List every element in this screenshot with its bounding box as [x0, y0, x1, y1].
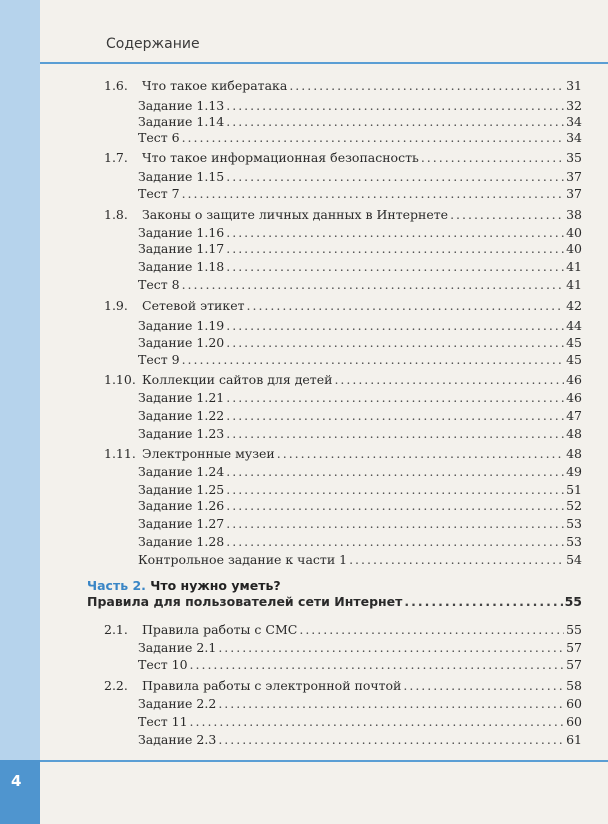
entry-title: Задание 1.26: [138, 498, 225, 513]
page-ref: 49: [566, 464, 582, 479]
toc-item-row[interactable]: [138, 732, 582, 748]
page-ref: 46: [566, 372, 582, 387]
leader-dots: [182, 277, 565, 292]
page-ref: 40: [566, 225, 582, 240]
leader-dots: [218, 640, 564, 655]
toc-item-row[interactable]: [138, 169, 582, 185]
page-ref: 48: [566, 446, 582, 461]
toc-section-row[interactable]: [104, 372, 582, 388]
toc-item-row[interactable]: [138, 714, 582, 730]
leader-dots: [182, 352, 565, 367]
toc-item-row[interactable]: [138, 114, 582, 130]
leader-dots: [226, 335, 564, 350]
page-ref: 53: [566, 516, 582, 531]
page-ref: 54: [566, 552, 582, 567]
toc-item-row[interactable]: [138, 318, 582, 334]
entry-title: Задание 1.28: [138, 534, 225, 549]
entry-title: Задание 1.15: [138, 169, 225, 184]
entry-title: Тест 10: [138, 657, 188, 672]
toc-item-row[interactable]: [138, 408, 582, 424]
entry-title: Задание 1.25: [138, 482, 225, 497]
section-number: 1.8.: [104, 207, 128, 222]
entry-title: Задание 1.22: [138, 408, 225, 423]
page-ref: 46: [566, 390, 582, 405]
footer-divider: [40, 760, 608, 762]
page-ref: 45: [566, 335, 582, 350]
header-divider: [40, 62, 608, 64]
page-ref: 48: [566, 426, 582, 441]
page-ref: 53: [566, 534, 582, 549]
leader-dots: [334, 372, 564, 387]
leader-dots: [226, 408, 564, 423]
entry-title: Задание 1.16: [138, 225, 225, 240]
toc-item-row[interactable]: [138, 516, 582, 532]
entry-title: Задание 1.27: [138, 516, 225, 531]
entry-title: Задание 2.2: [138, 696, 217, 711]
entry-title: Правила работы с СМС: [142, 622, 298, 637]
page-ref: 52: [566, 498, 582, 513]
entry-title: Законы о защите личных данных в Интернете: [142, 207, 449, 222]
toc-item-row[interactable]: [138, 277, 582, 293]
toc-item-row[interactable]: [138, 186, 582, 202]
section-number: 1.6.: [104, 78, 128, 93]
leader-dots: [226, 390, 564, 405]
page-ref: 61: [566, 732, 582, 747]
part-subtitle: Правила для пользователей сети Интернет: [87, 594, 403, 609]
toc-section-row[interactable]: [104, 207, 582, 223]
leader-dots: [190, 657, 565, 672]
leader-dots: [247, 298, 565, 313]
entry-title: Задание 1.19: [138, 318, 225, 333]
entry-title: Задание 1.20: [138, 335, 225, 350]
page-ref: 35: [566, 150, 582, 165]
leader-dots: [218, 696, 564, 711]
toc-item-row[interactable]: [138, 696, 582, 712]
leader-dots: [299, 622, 564, 637]
entry-title: Задание 1.23: [138, 426, 225, 441]
leader-dots: [226, 426, 564, 441]
leader-dots: [289, 78, 564, 93]
entry-title: Тест 7: [138, 186, 180, 201]
toc-item-row[interactable]: [138, 225, 582, 241]
toc-item-row[interactable]: [138, 552, 582, 568]
page-ref: 42: [566, 298, 582, 313]
leader-dots: [450, 207, 564, 222]
page-ref: 32: [566, 98, 582, 113]
entry-title: Задание 1.24: [138, 464, 225, 479]
entry-title: Тест 11: [138, 714, 188, 729]
page-ref: 34: [566, 114, 582, 129]
entry-title: Тест 8: [138, 277, 180, 292]
page-ref: 41: [566, 259, 582, 274]
leader-dots: [190, 714, 565, 729]
page-title: Содержание: [106, 36, 200, 52]
section-number: 2.1.: [104, 622, 128, 637]
leader-dots: [226, 482, 564, 497]
page-ref: 60: [566, 714, 582, 729]
page-ref: 37: [566, 169, 582, 184]
page-header: [40, 0, 608, 62]
part-subtitle-row[interactable]: [87, 594, 582, 610]
toc-section-row[interactable]: [104, 446, 582, 462]
entry-title: Задание 1.13: [138, 98, 225, 113]
toc-item-row[interactable]: [138, 464, 582, 480]
leader-dots: [349, 552, 564, 567]
leader-dots: [226, 534, 564, 549]
page-ref: 41: [566, 277, 582, 292]
leader-dots: [421, 150, 564, 165]
leader-dots: [226, 498, 564, 513]
page-ref: 37: [566, 186, 582, 201]
toc-item-row[interactable]: [138, 241, 582, 257]
toc-section-row[interactable]: [104, 150, 582, 166]
entry-title: Коллекции сайтов для детей: [142, 372, 333, 387]
toc-item-row[interactable]: [138, 640, 582, 656]
page-ref: 57: [566, 657, 582, 672]
leader-dots: [182, 186, 565, 201]
entry-title: Задание 1.21: [138, 390, 225, 405]
toc-item-row[interactable]: [138, 130, 582, 146]
leader-dots: [226, 516, 564, 531]
section-number: 1.9.: [104, 298, 128, 313]
leader-dots: [226, 169, 564, 184]
page-ref: 45: [566, 352, 582, 367]
page-ref: 44: [566, 318, 582, 333]
toc-item-row[interactable]: [138, 98, 582, 114]
leader-dots: [226, 318, 564, 333]
toc-item-row[interactable]: [138, 259, 582, 275]
toc-section-row[interactable]: [104, 298, 582, 314]
toc-section-row[interactable]: [104, 678, 582, 694]
entry-title: Задание 2.3: [138, 732, 217, 747]
page-number: 4: [11, 772, 22, 790]
toc-item-row[interactable]: [138, 352, 582, 368]
leader-dots: [277, 446, 564, 461]
leader-dots: [226, 225, 564, 240]
page-ref: 55: [564, 594, 582, 609]
toc-item-row[interactable]: [138, 482, 582, 498]
page-ref: 40: [566, 241, 582, 256]
entry-title: Что такое информационная безопасность: [142, 150, 419, 165]
page-ref: 47: [566, 408, 582, 423]
section-number: 1.7.: [104, 150, 128, 165]
entry-title: Что такое кибератака: [142, 78, 288, 93]
section-number: 1.10.: [104, 372, 136, 387]
page-ref: 58: [566, 678, 582, 693]
page-ref: 57: [566, 640, 582, 655]
toc-item-row[interactable]: [138, 657, 582, 673]
page-ref: 60: [566, 696, 582, 711]
toc-item-row[interactable]: [138, 426, 582, 442]
toc-section-row[interactable]: [104, 622, 582, 638]
entry-title: Контрольное задание к части 1: [138, 552, 348, 567]
leader-dots: [218, 732, 564, 747]
leader-dots: [226, 114, 564, 129]
page-side-band: [0, 0, 40, 824]
page-ref: 38: [566, 207, 582, 222]
part-label: Часть 2.: [87, 578, 146, 593]
entry-title: Правила работы с электронной почтой: [142, 678, 402, 693]
page-number-tab: [0, 760, 40, 824]
leader-dots: [182, 130, 565, 145]
entry-title: Тест 9: [138, 352, 180, 367]
entry-title: Задание 1.18: [138, 259, 225, 274]
entry-title: Задание 1.17: [138, 241, 225, 256]
page-ref: 51: [566, 482, 582, 497]
entry-title: Тест 6: [138, 130, 180, 145]
page-ref: 31: [566, 78, 582, 93]
section-number: 1.11.: [104, 446, 136, 461]
leader-dots: [226, 241, 564, 256]
toc-item-row[interactable]: [138, 390, 582, 406]
toc-item-row[interactable]: [138, 498, 582, 514]
entry-title: Задание 2.1: [138, 640, 217, 655]
leader-dots: [226, 464, 564, 479]
entry-title: Сетевой этикет: [142, 298, 245, 313]
toc-section-row[interactable]: [104, 78, 582, 94]
part-title: Что нужно уметь?: [150, 578, 281, 593]
toc-item-row[interactable]: [138, 335, 582, 351]
entry-title: Электронные музеи: [142, 446, 275, 461]
leader-dots: [403, 678, 564, 693]
section-number: 2.2.: [104, 678, 128, 693]
leader-dots: [226, 259, 564, 274]
leader-dots: [404, 594, 562, 609]
page-ref: 34: [566, 130, 582, 145]
leader-dots: [226, 98, 564, 113]
toc-item-row[interactable]: [138, 534, 582, 550]
part-heading: [87, 578, 281, 593]
entry-title: Задание 1.14: [138, 114, 225, 129]
page-ref: 55: [566, 622, 582, 637]
